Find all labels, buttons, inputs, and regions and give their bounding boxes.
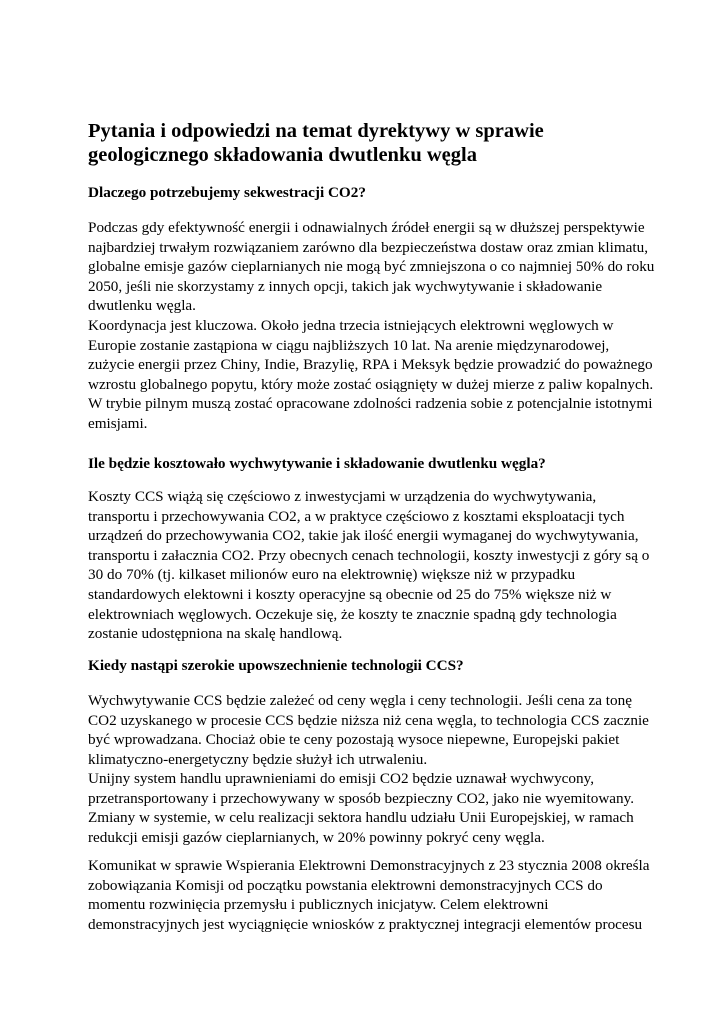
paragraph-line: zużycie energii przez Chiny, Indie, Brazylię, RPA i Meksyk będzie prowadzić do poważnego xyxy=(88,356,653,374)
section-heading: Ile będzie kosztowało wychwytywanie i składowanie dwutlenku węgla? xyxy=(88,455,546,472)
paragraph xyxy=(88,218,655,316)
paragraph xyxy=(88,691,649,769)
paragraph-line: zobowiązania Komisji od początku powstania elektrowni demonstracyjnych CCS do xyxy=(88,876,603,894)
paragraph-line: elektrowniach węglowych. Oczekuje się, że koszty te znacznie spadną gdy technologia xyxy=(88,605,617,623)
paragraph-line: najbardziej trwałym rozwiązaniem zarówno dla bezpieczeństwa dostaw oraz zmian klimatu, xyxy=(88,238,649,256)
paragraph-line: CO2 uzyskanego w procesie CCS będzie niższa niż cena węgla, to technologia CCS zacznie xyxy=(88,711,649,729)
paragraph-line: wzrostu globalnego popytu, który może zostać osiągnięty w dużej mierze z paliw kopalnych. xyxy=(88,375,654,393)
paragraph-line: emisjami. xyxy=(88,414,148,432)
paragraph-line: Komunikat w sprawie Wspierania Elektrowni Demonstracyjnych z 23 stycznia 2008 określa xyxy=(88,857,650,874)
paragraph-line: zostanie udostępniona na skalę handlową. xyxy=(88,625,343,643)
paragraph-line: Unijny system handlu uprawnieniami do emisji CO2 będzie uznawał wychwycony, xyxy=(88,770,594,787)
paragraph-line: Wychwytywanie CCS będzie zależeć od ceny węgla i ceny technologii. Jeśli cena za tonę xyxy=(88,692,632,709)
paragraph-line: Koordynacja jest kluczowa. Około jedna trzecia istniejących elektrowni węglowych w xyxy=(88,317,614,334)
paragraph-line: Podczas gdy efektywność energii i odnawialnych źródeł energii są w dłuższej perspektywie xyxy=(88,219,645,236)
section-heading: Kiedy nastąpi szerokie upowszechnienie technologii CCS? xyxy=(88,657,464,674)
paragraph xyxy=(88,769,636,847)
paragraph-line: W trybie pilnym muszą zostać opracowane zdolności radzenia sobie z potencjalnie istotnymi xyxy=(88,395,653,413)
paragraph-line: demonstracyjnych jest wyciągnięcie wniosków z praktycznej integracji elementów procesu xyxy=(88,915,643,933)
paragraph-line: momentu rozwinięcia przemysłu i publicznych inicjatyw. Celem elektrowni xyxy=(88,896,549,914)
document-title xyxy=(88,119,640,167)
paragraph-line: być wprowadzana. Chociaż obie te ceny pozostają wysoce niepewne, Europejski pakiet xyxy=(88,731,620,749)
paragraph-line: urządzeń do przechowywania CO2, takie jak ilość energii wymaganej do wychwytywania, xyxy=(88,527,639,545)
paragraph-line: przetransportowany i przechowywany w sposób bezpieczny CO2, jako nie wyemitowany. xyxy=(88,789,635,807)
paragraph-line: transportu i załacznia CO2. Przy obecnych cenach technologii, koszty inwestycji z góry są o xyxy=(88,546,650,564)
paragraph-line: 2050, jeśli nie skorzystamy z innych opcji, takich jak wychwytywanie i składowanie xyxy=(88,277,603,295)
paragraph-line: 30 do 70% (tj. kilkaset milionów euro na elektrownię) większe niż w przypadku xyxy=(88,566,576,584)
paragraph xyxy=(88,487,650,644)
title-line: geologicznego składowania dwutlenku węgla xyxy=(88,144,477,166)
paragraph-line: Europie zostanie zastąpiona w ciągu najbliższych 10 lat. Na arenie międzynarodowej, xyxy=(88,336,610,354)
paragraph xyxy=(88,316,654,434)
title-line: Pytania i odpowiedzi na temat dyrektywy w sprawie xyxy=(88,120,544,142)
paragraph-line: Koszty CCS wiążą się częściowo z inwestycjami w urządzenia do wychwytywania, xyxy=(88,488,597,505)
paragraph-line: Zmiany w systemie, w celu realizacji sektora handlu udziału Unii Europejskiej, w ramach xyxy=(88,809,634,827)
paragraph xyxy=(88,856,650,934)
paragraph-line: redukcji emisji gazów cieplarnianych, w 20% powinny pokryć ceny węgla. xyxy=(88,828,545,846)
paragraph-line: dwutlenku węgla. xyxy=(88,297,196,315)
paragraph-line: globalne emisje gazów cieplarnianych nie mogą być zmniejszona o co najmniej 50% do roku xyxy=(88,258,655,276)
paragraph-line: klimatyczno-energetyczny będzie służył ich utrwaleniu. xyxy=(88,750,428,768)
paragraph-line: transportu i przechowywania CO2, a w praktyce częściowo z kosztami eksploatacji tych xyxy=(88,507,625,525)
paragraph-line: standardowych elektowni i koszty operacyjne są obecnie od 25 do 75% większe niż w xyxy=(88,585,612,603)
section-heading: Dlaczego potrzebujemy sekwestracji CO2? xyxy=(88,184,366,201)
